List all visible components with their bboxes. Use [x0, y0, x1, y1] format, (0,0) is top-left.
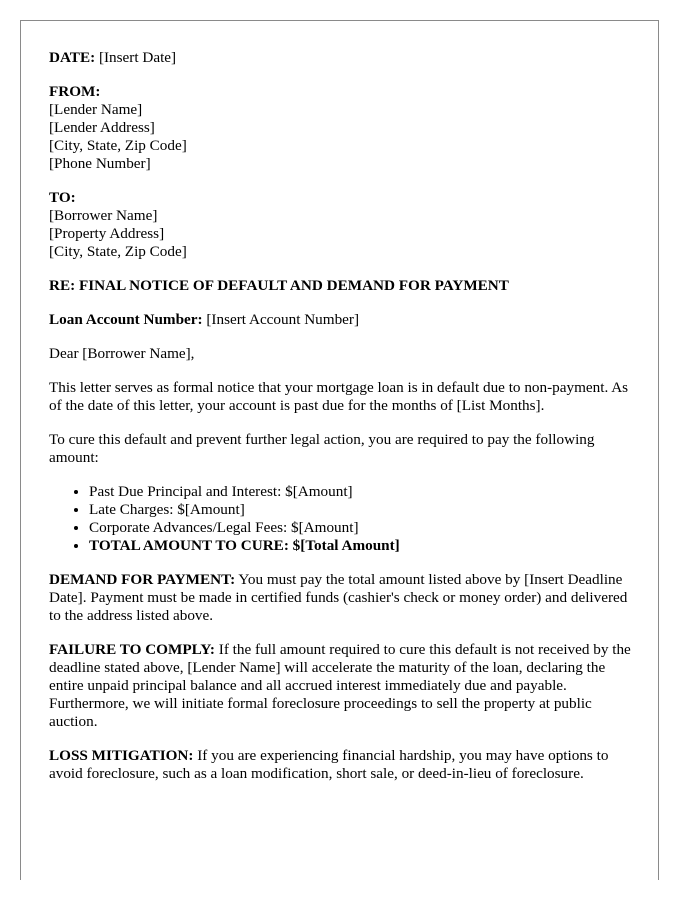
amount-list — [49, 483, 635, 555]
cure-paragraph: To cure this default and prevent further legal action, you are required to pay the following amount: — [49, 431, 595, 466]
date-line — [49, 49, 635, 67]
demand-label: DEMAND FOR PAYMENT: — [49, 571, 236, 588]
from-block — [49, 83, 635, 173]
from-lender-address: [Lender Address] — [49, 119, 155, 136]
subject-line: RE: FINAL NOTICE OF DEFAULT AND DEMAND FOR PAYMENT — [49, 277, 509, 294]
list-item-total: • TOTAL AMOUNT TO CURE: $[Total Amount] — [89, 537, 635, 555]
to-label: TO: — [49, 189, 76, 206]
to-block — [49, 189, 635, 261]
demand-paragraph — [49, 571, 635, 625]
demand-text: You must pay the total amount listed above by [Insert Deadline Date]. Payment must be made in certified funds (cashier's check or money order) and delivered to the address listed above. — [49, 571, 628, 624]
loss-mitigation-label: LOSS MITIGATION: — [49, 747, 194, 764]
from-label: FROM: — [49, 83, 101, 100]
from-city-state-zip: [City, State, Zip Code] — [49, 137, 187, 154]
to-property-address: [Property Address] — [49, 225, 165, 242]
date-value: [Insert Date] — [95, 49, 177, 66]
loss-mitigation-text: If you are experiencing financial hardship, you may have options to avoid foreclosure, such as a loan modification, short sale, or deed-in-lieu of foreclosure. — [49, 747, 609, 782]
loss-mitigation-paragraph — [49, 747, 635, 783]
failure-label: FAILURE TO COMPLY: — [49, 641, 215, 658]
salutation: Dear [Borrower Name], — [49, 345, 195, 362]
loan-account-value: [Insert Account Number] — [202, 311, 360, 328]
failure-paragraph — [49, 641, 635, 731]
list-item-late-charges: • Late Charges: $[Amount] — [89, 501, 635, 519]
to-city-state-zip: [City, State, Zip Code] — [49, 243, 187, 260]
list-item-legal-fees: • Corporate Advances/Legal Fees: $[Amount] — [89, 519, 635, 537]
date-label: DATE: — [49, 49, 96, 66]
to-borrower-name: [Borrower Name] — [49, 207, 158, 224]
letter-page — [20, 20, 659, 880]
loan-account-line — [49, 311, 635, 329]
letter-content — [49, 49, 635, 799]
failure-text: If the full amount required to cure this default is not received by the deadline stated above, [Lender Name] will accelerate the maturity of the loan, declaring the entire unpaid principal balance and all accrued interest immediately due and payable. Furthermore, we will initiate formal foreclosure proceedings to sell the property at public auction. — [49, 641, 631, 730]
intro-paragraph: This letter serves as formal notice that your mortgage loan is in default due to non-payment. As of the date of this letter, your account is past due for the months of [List Months]. — [49, 379, 629, 414]
from-phone-number: [Phone Number] — [49, 155, 151, 172]
list-item-principal-interest: • Past Due Principal and Interest: $[Amount] — [89, 483, 635, 501]
loan-account-label: Loan Account Number: — [49, 311, 203, 328]
from-lender-name: [Lender Name] — [49, 101, 143, 118]
